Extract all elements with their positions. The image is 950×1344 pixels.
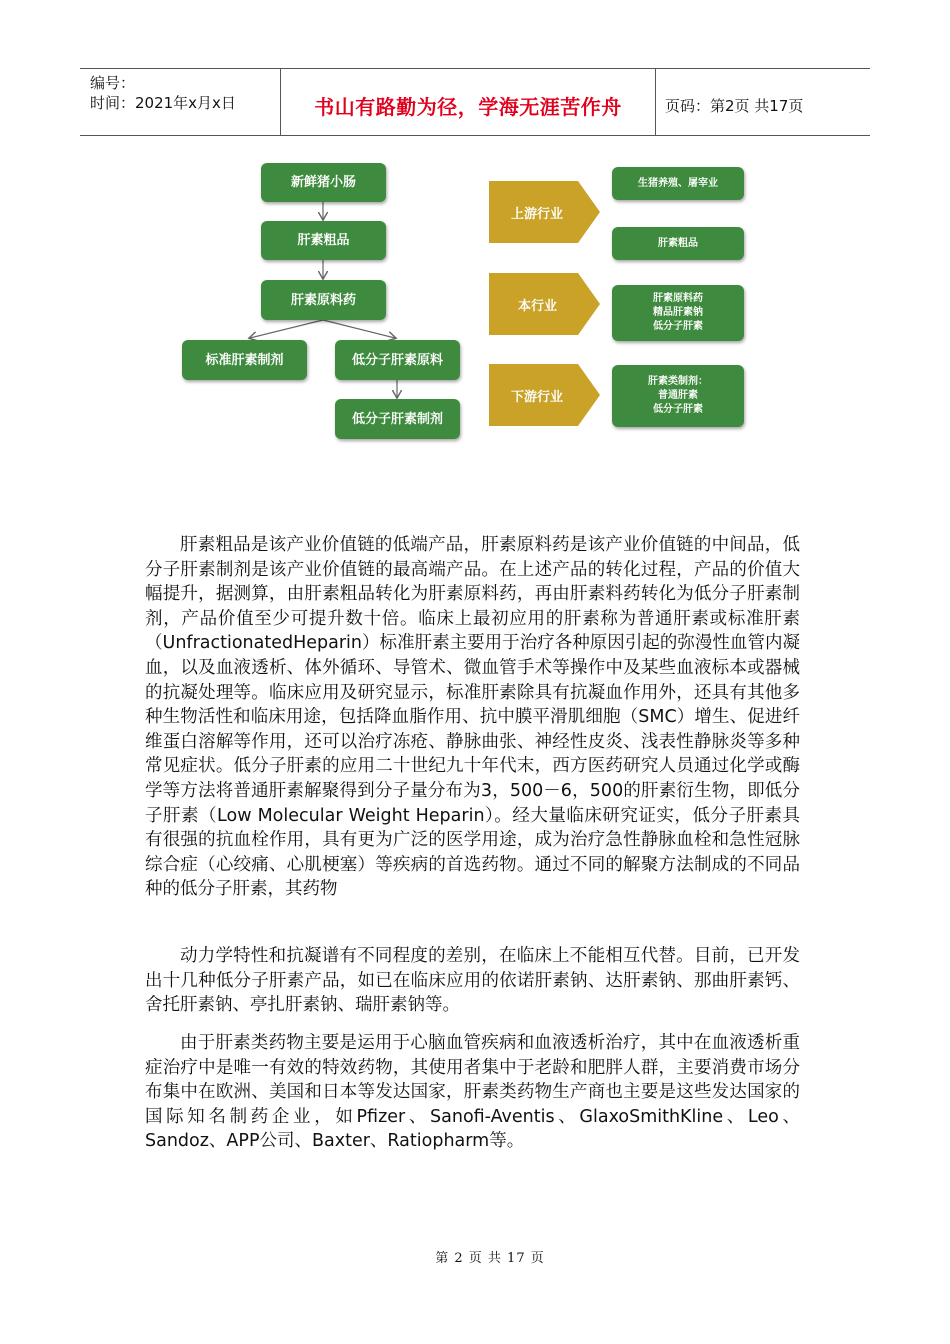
chain-down-line-1: 肝素类制剂： <box>648 376 708 387</box>
paragraph-3 <box>145 1031 800 1154</box>
flow-box-crude-heparin: 肝素粗品 <box>261 221 386 260</box>
time-label: 时间：2021年x月x日 <box>90 94 236 112</box>
chain-self-line-1: 肝素原料药 <box>653 293 703 304</box>
flow-arrow-4 <box>323 320 395 338</box>
chain-self-line-3: 低分子肝素 <box>653 321 703 332</box>
chain-box-pig-farming: 生猪养殖、屠宰业 <box>612 167 744 200</box>
chain-box-crude-heparin: 肝素粗品 <box>612 227 744 260</box>
code-label: 编号： <box>90 74 136 92</box>
paragraph-3-text: 由于肝素类药物主要是运用于心脑血管疾病和血液透析治疗，其中在血液透析重症治疗中是唯一有效的特效药物，其使用者集中于老龄和肥胖人群，主要消费市场分布集中在欧洲、美国和日本等发达国家，肝素类药物生产商也主要是这些发达国家的国际知名制药企业，如Pfizer、Sanofi-Aventis、GlaxoSmithKline、Leo、Sandoz、APP公司、Baxter、Ratiopharm等。 <box>145 1033 800 1152</box>
downstream-label: 下游行业 <box>511 390 564 405</box>
chain-box-downstream <box>612 365 744 427</box>
paragraph-1 <box>145 533 800 902</box>
paragraph-1-text: 肝素粗品是该产业价值链的低端产品，肝素原料药是该产业价值链的中间品，低分子肝素制剂是该产业价值链的最高端产品。在上述产品的转化过程，产品的价值大幅提升，据测算，由肝素粗品转化为肝素原料药，再由肝素料药转化为低分子肝素制剂，产品价值至少可提升数十倍。临床上最初应用的肝素称为普通肝素或标准肝素（UnfractionatedHeparin）标准肝素主要用于治疗各种原因引起的弥漫性血管内凝血，以及血液透析、体外循环、导管术、微血管手术等操作中及某些血液标本或器械的抗凝处理等。临床应用及研究显示，标准肝素除具有抗凝血作用外，还具有其他多种生物活性和临床用途，包括降血脂作用、抗中膜平滑肌细胞（SMC）增生、促进纤维蛋白溶解等作用，还可以治疗冻疮、静脉曲张、神经性皮炎、浅表性静脉炎等多种常见症状。低分子肝素的应用二十世纪九十年代末，西方医药研究人员通过化学或酶学等方法将普通肝素解聚得到分子量分布为3，500－6，500的肝素衍生物，即低分子肝素（Low Molecular Weight Heparin）。经大量临床研究证实，低分子肝素具有很强的抗血栓作用，具有更为广泛的医学用途，成为治疗急性静脉血栓和急性冠脉综合症（心绞痛、心肌梗塞）等疾病的首选药物。通过不同的解聚方法制成的不同品种的低分子肝素，其药物 <box>145 535 800 900</box>
paragraph-2-text: 动力学特性和抗凝谱有不同程度的差别，在临床上不能相互代替。目前，已开发出十几种低分子肝素产品，如已在临床应用的依诺肝素钠、达肝素钠、那曲肝素钙、舍托肝素钠、亭扎肝素钠、瑞肝素钠等。 <box>145 946 800 1016</box>
flow-arrow-3 <box>250 320 323 338</box>
flow-box-lmwh-prep: 低分子肝素制剂 <box>335 399 460 439</box>
page-footer: 第 2 页 共 17 页 <box>435 1251 545 1266</box>
flow-box-lmwh-api: 低分子肝素原料 <box>335 340 460 380</box>
flow-box-fresh-intestine: 新鲜猪小肠 <box>261 163 386 202</box>
chain-box-self <box>612 285 744 341</box>
chain-down-line-3: 低分子肝素 <box>653 404 703 415</box>
self-industry-label: 本行业 <box>518 299 558 314</box>
flow-box-standard-heparin-prep: 标准肝素制剂 <box>182 340 307 380</box>
chain-down-line-2: 普通肝素 <box>658 390 698 401</box>
upstream-label: 上游行业 <box>511 207 564 222</box>
page-number-label: 页码：第2页 共17页 <box>665 97 804 115</box>
paragraph-2 <box>145 944 800 1018</box>
motto: 书山有路勤为径，学海无涯苦作舟 <box>314 95 622 119</box>
diagram-connectors <box>0 0 950 460</box>
chain-self-line-2: 精品肝素钠 <box>653 307 703 318</box>
flow-box-heparin-api: 肝素原料药 <box>261 280 386 320</box>
